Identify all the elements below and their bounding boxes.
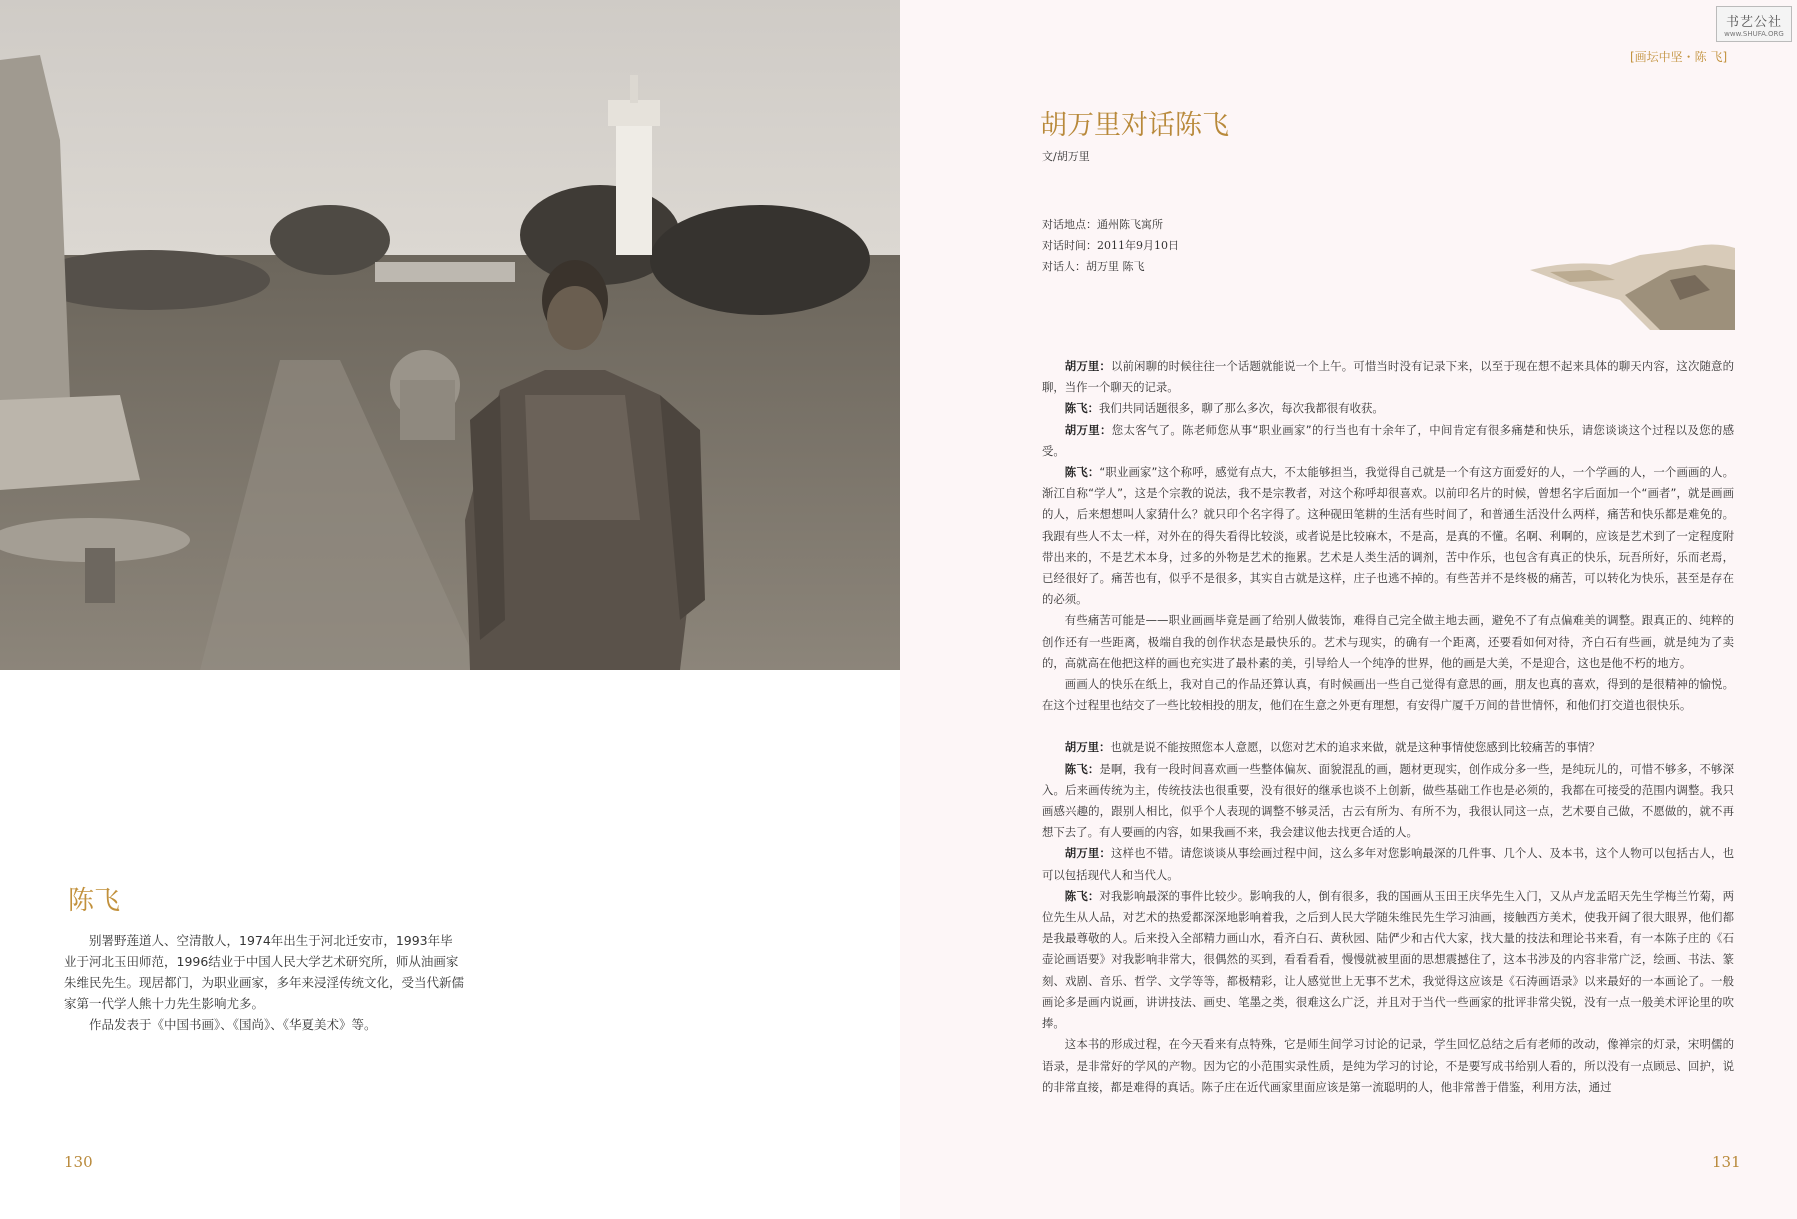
logo-url: www.SHUFA.ORG — [1724, 29, 1784, 38]
speaker-label: 胡万里： — [1064, 359, 1111, 373]
dialogue-paragraph — [1042, 462, 1734, 610]
speaker-label: 陈飞： — [1064, 761, 1100, 776]
paragraph-text: 对我影响最深的事件比较少。影响我的人，倒有很多，我的国画从玉田王庆华先生入门，又从卢龙孟昭天先生学梅兰竹菊，两位先生从人品，对艺术的热爱都深深地影响着我，之后到人民大学随朱维民先生学习油画，接触西方美术，使我开阔了很大眼界，他们都是我最尊敬的人。后来投入全部精力画山水，看齐白石、黄秋园、陆俨少和古代大家，找大量的技法和理论书来看，有一本陈子庄的《石壶论画语要》对我影响非常大，很偶然的买到，看看看看，慢慢就被里面的思想震撼住了，这本书涉及的内容非常广泛，绘画、书法、篆刻、戏剧、音乐、哲学、文学等等，都极精彩，让人感觉世上无事不艺术，我觉得这应该是《石涛画语录》以来最好的一本画论了。一般画论多是画内说画，讲讲技法、画史、笔墨之类，很难这么广泛，并且对于当代一些画家的批评非常尖锐，没有一点一般美术评论里的吹捧。 — [1042, 888, 1734, 1031]
paragraph-text: 画画人的快乐在纸上，我对自己的作品还算认真，有时候画出一些自己觉得有意思的画，朋友也真的喜欢，得到的是很精神的愉悦。在这个过程里也结交了一些比较相投的朋友，他们在生意之外更有理想，有安得广厦千万间的昔世情怀，和他们打交道也很快乐。 — [1042, 677, 1734, 713]
dialogue-paragraph — [1042, 737, 1734, 758]
paragraph-text: 以前闲聊的时候往往一个话题就能说一个上午。可惜当时没有记录下来，以至于现在想不起来具体的聊天内容，这次随意的聊，当作一个聊天的记录。 — [1042, 359, 1734, 395]
dialogue-paragraph — [1042, 610, 1734, 674]
site-logo — [1716, 6, 1792, 42]
dialogue-paragraph — [1042, 759, 1734, 844]
paragraph-text: “职业画家”这个称呼，感觉有点大，不太能够担当，我觉得自己就是一个有这方面爱好的人，一个学画的人，一个画画的人。渐江自称“学人”，这是个宗教的说法，我不是宗教者，对这个称呼却很喜欢。以前印名片的时候，曾想名字后面加一个“画者”，就是画画的人，后来想想叫人家猜什么？就只印个名字得了。这种砚田笔耕的生活有些时间了，和普通生活没什么两样，痛苦和快乐都是难免的。我跟有些人不太一样，对外在的得失看得比较淡，或者说是比较麻木，不是高，是真的不懂。名啊、利啊的，应该是艺术到了一定程度附带出来的，不是艺术本身，过多的外物是艺术的拖累。艺术是人类生活的调剂，苦中作乐，也包含有真正的快乐，玩吾所好，乐而老焉，已经很好了。痛苦也有，似乎不是很多，其实自古就是这样，庄子也逃不掉的。有些苦并不是终极的痛苦，可以转化为快乐，甚至是存在的必须。 — [1042, 465, 1734, 607]
artist-photo — [0, 0, 902, 670]
page-number-left: 130 — [64, 1153, 93, 1171]
dialogue-paragraph — [1042, 356, 1734, 398]
dialogue-paragraph — [1042, 843, 1734, 885]
bio-paragraph: 别署野莲道人、空清散人，1974年出生于河北迁安市，1993年毕业于河北玉田师范，1996结业于中国人民大学艺术研究所，师从油画家朱维民先生。现居都门，为职业画家，多年来浸淫传统文化，受当代新儒家第一代学人熊十力先生影响尤多。 — [64, 933, 465, 1011]
meta-location: 对话地点：通州陈飞寓所 — [1042, 218, 1163, 231]
dialogue-paragraph — [1042, 1034, 1734, 1098]
speaker-label: 陈飞： — [1064, 888, 1100, 903]
bio-paragraph: 作品发表于《中国书画》、《国尚》、《华夏美术》等。 — [89, 1017, 377, 1032]
dialogue-paragraph — [1042, 886, 1734, 1034]
page-number-right: 131 — [1712, 1153, 1741, 1171]
paragraph-text: 这样也不错。请您谈谈从事绘画过程中间，这么多年对您影响最深的几件事、几个人、及本书，这个人物可以包括古人，也可以包括现代人和当代人。 — [1042, 846, 1734, 882]
section-tag: [画坛中坚・陈 飞] — [1630, 50, 1728, 64]
byline: 文/胡万里 — [1042, 150, 1090, 163]
article-title: 胡万里对话陈飞 — [1040, 110, 1229, 141]
speaker-label: 胡万里： — [1064, 846, 1111, 861]
meta-date: 对话时间：2011年9月10日 — [1042, 239, 1179, 252]
dialogue-paragraph — [1042, 420, 1734, 462]
speaker-label: 陈飞： — [1064, 401, 1099, 416]
logo-text: 书艺公社 — [1725, 14, 1782, 30]
paragraph-text: 这本书的形成过程，在今天看来有点特殊，它是师生间学习讨论的记录，学生回忆总结之后有老师的改动，像禅宗的灯录，宋明儒的语录，是非常好的学风的产物。因为它的小范围实录性质，是纯为学习的讨论，不是要写成书给别人看的，所以没有一点顾忌、回护，说的非常直接，都是难得的真话。陈子庄在近代画家里面应该是第一流聪明的人，他非常善于借鉴，利用方法，通过 — [1042, 1037, 1734, 1094]
artist-bio — [64, 930, 464, 1035]
speaker-label: 陈飞： — [1064, 465, 1100, 480]
paragraph-text: 我们共同话题很多，聊了那么多次，每次我都很有收获。 — [1098, 401, 1384, 416]
dialogue-meta — [1042, 214, 1179, 277]
dialogue-paragraph — [1042, 674, 1734, 716]
landscape-illustration — [1530, 240, 1735, 330]
artist-name: 陈飞 — [68, 886, 121, 916]
paragraph-text: 也就是说不能按照您本人意愿，以您对艺术的追求来做，就是这种事情使您感到比较痛苦的事情？ — [1110, 740, 1601, 755]
paragraph-text: 是啊，我有一段时间喜欢画一些整体偏灰、面貌混乱的画，题材更现实，创作成分多一些，是纯玩儿的，可惜不够多，不够深入。后来画传统为主，传统技法也很重要，没有很好的继承也谈不上创新，做些基础工作也是必须的，我都在可接受的范围内调整。我只画感兴趣的，跟别人相比，似乎个人表现的调整不够灵活，古云有所为、有所不为，我很认同这一点，艺术要自己做，不愿做的，就不再想下去了。有人要画的内容，如果我画不来，我会建议他去找更合适的人。 — [1042, 761, 1734, 840]
meta-participants: 对话人：胡万里 陈飞 — [1042, 260, 1145, 273]
speaker-label: 胡万里： — [1064, 422, 1112, 437]
speaker-label: 胡万里： — [1064, 740, 1111, 755]
dialogue-paragraph — [1042, 398, 1734, 419]
article-body — [1042, 356, 1734, 1098]
paragraph-text: 您太客气了。陈老师您从事“职业画家”的行当也有十余年了，中间肯定有很多痛楚和快乐，请您谈谈这个过程以及您的感受。 — [1042, 422, 1734, 458]
paragraph-text: 有些痛苦可能是——职业画画毕竟是画了给别人做装饰，难得自己完全做主地去画，避免不了有点偏难美的调整。跟真正的、纯粹的创作还有一些距离，极端自我的创作状态是最快乐的。艺术与现实，的确有一个距离，还要看如何对待，齐白石有些画，就是纯为了卖的，高就高在他把这样的画也充实进了最朴素的美，引导给人一个纯净的世界，他的画是大美，不是迎合，这也是他不朽的地方。 — [1042, 613, 1734, 670]
